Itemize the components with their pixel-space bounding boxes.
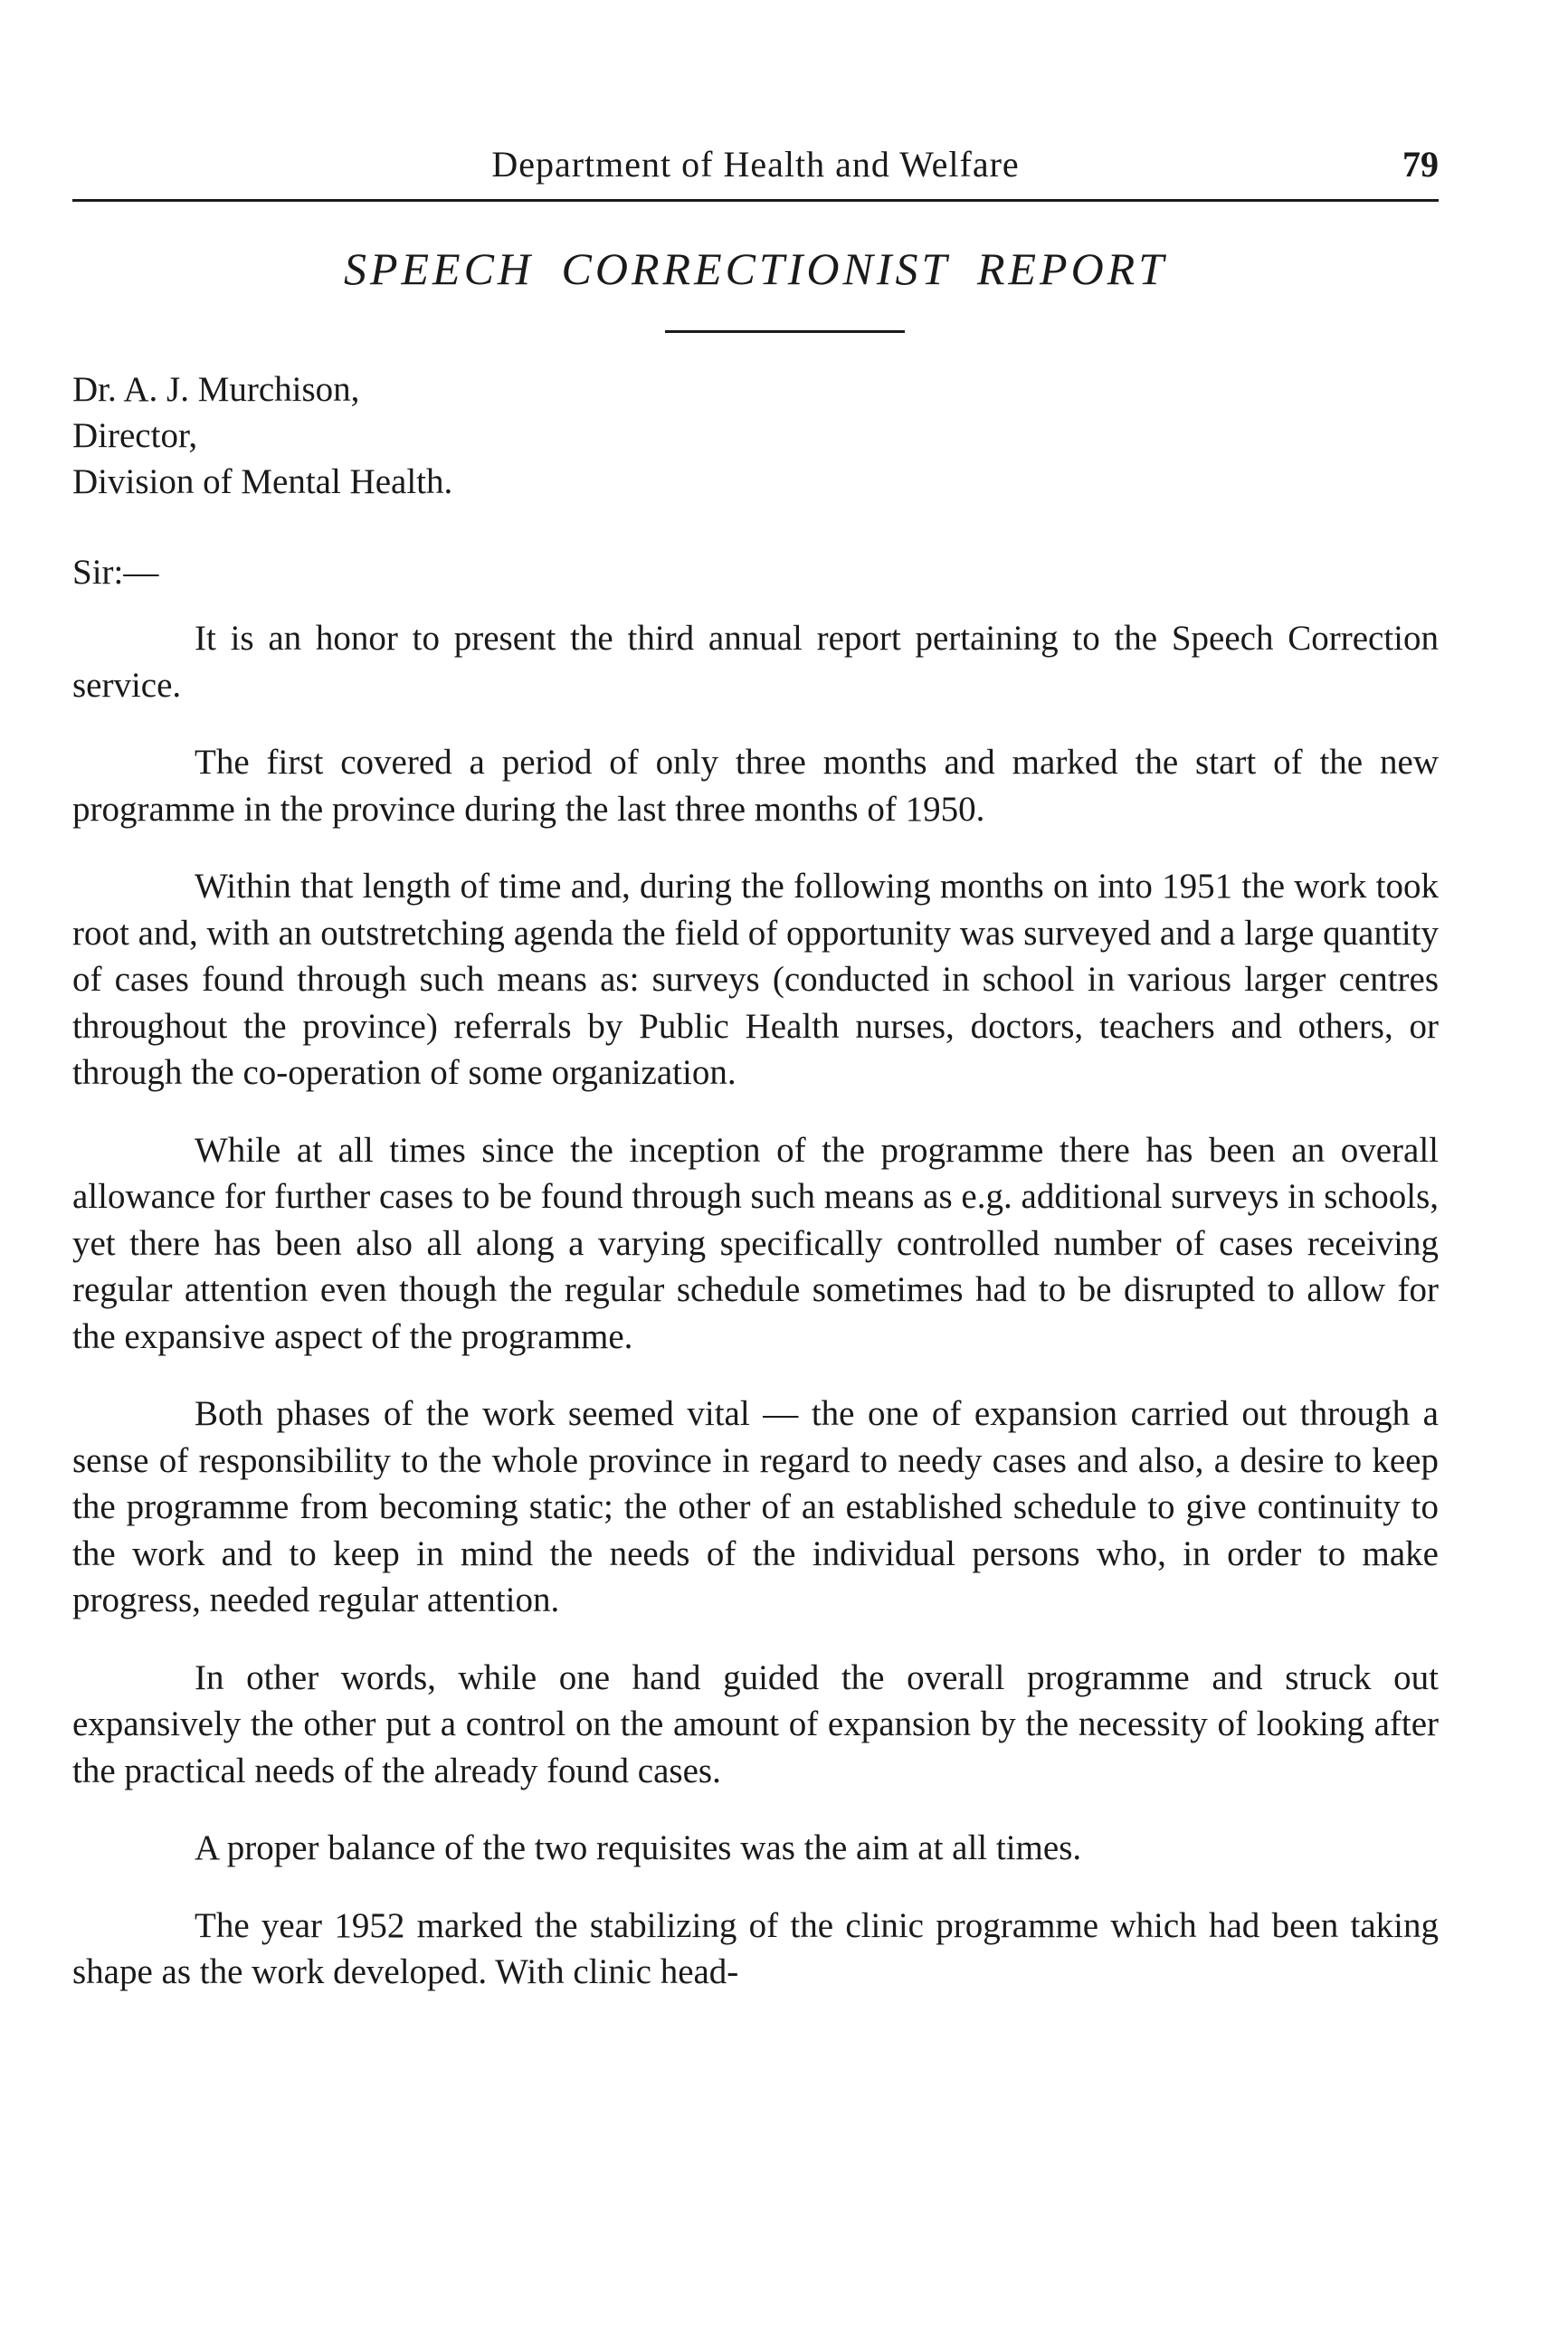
paragraph: While at all times since the inception of the programme there has been an overall allowance for further cases to be found through such means as e.g. additional surveys in schools, yet there has been also all along a varying specifically controlled number of cases receiving regular attention even though the regular schedule sometimes had to be disrupted to allow for the expansive aspect of the programme.: [72, 1130, 1439, 1356]
running-header: [72, 136, 1439, 202]
title-divider: [665, 330, 905, 333]
paragraph: A proper balance of the two requisites was the aim at all times.: [195, 1828, 1082, 1867]
paragraph: Within that length of time and, during the following months on into 1951 the work took root and, with an outstretching agenda the field of opportunity was surveyed and a large quantity of cases found through such means as: surveys (conducted in school in various larger centres throughout the province) referrals by Public Health nurses, doctors, teachers and others, or through the co-operation of some organization.: [72, 867, 1439, 1092]
report-title: SPEECH CORRECTIONIST REPORT: [343, 243, 1168, 294]
paragraph: The first covered a period of only three months and marked the start of the new programme in the province during the last three months of 1950.: [72, 743, 1439, 829]
paragraph: In other words, while one hand guided the overall programme and struck out expansively the other put a control on the amount of expansion by the necessity of looking after the practical needs of the already found cases.: [72, 1657, 1439, 1790]
paragraph: The year 1952 marked the stabilizing of the clinic programme which had been taking shape as the work developed. With clinic head-: [72, 1905, 1439, 1991]
addressee-block: [72, 366, 452, 505]
addressee-name: Dr. A. J. Murchison,: [72, 370, 360, 409]
paragraph: Both phases of the work seemed vital — the one of expansion carried out through a sense of responsibility to the whole province in regard to needy cases and also, a desire to keep the programme from becoming static; the other of an established schedule to give continuity to the work and to keep in mind the needs of the individual persons who, in order to make progress, needed regular attention.: [72, 1394, 1439, 1619]
running-title: Department of Health and Welfare: [491, 144, 1020, 185]
paragraph: It is an honor to present the third annual report pertaining to the Speech Correction service.: [72, 619, 1439, 705]
page-number: 79: [1402, 144, 1439, 185]
addressee-division: Division of Mental Health.: [72, 462, 453, 501]
salutation: Sir:—: [72, 553, 159, 592]
addressee-position: Director,: [72, 416, 198, 455]
report-body: [72, 615, 1439, 2027]
